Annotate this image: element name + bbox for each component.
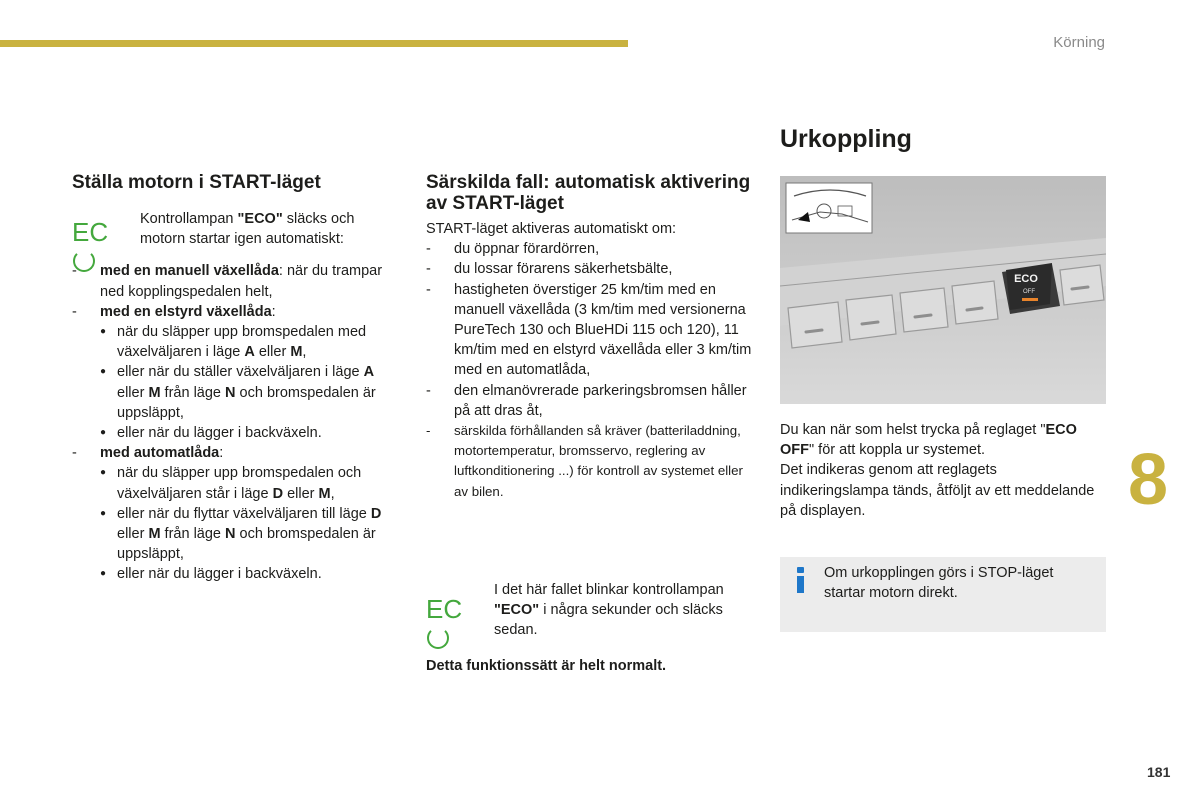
eco-off-button <box>1002 263 1060 314</box>
eco-icon <box>426 594 484 624</box>
normal-note: Detta funktionssätt är helt normalt. <box>426 658 667 675</box>
right-column <box>780 124 1108 154</box>
auto-colon: : <box>219 445 224 462</box>
p1-pre: Du kan när som helst trycka på reglaget " <box>780 422 1046 438</box>
indicator-light <box>1022 298 1038 301</box>
text: M <box>148 526 161 543</box>
right-heading: Urkoppling <box>780 125 912 153</box>
text: , <box>302 344 307 361</box>
eco-icon-text: EC <box>72 217 109 247</box>
blink-text-bold: "ECO" <box>494 602 540 619</box>
list-item: - särskilda förhållanden så kräver (batteriladdning, motortemperatur, bromsservo, reglering av luftkonditionering ...) för kontroll av systemet eller av bilen. <box>426 421 756 502</box>
auto-label: med automatlåda <box>100 445 220 462</box>
manual-text: : när du trampar ned kopplingspedalen helt, <box>100 263 383 300</box>
middle-intro: START-läget aktiveras automatiskt om: <box>426 221 677 237</box>
p1-bold: ECO OFF <box>780 422 1077 459</box>
blink-note <box>426 580 756 641</box>
blink-note-text <box>494 580 744 641</box>
text: och bromspedalen är uppsläppt, <box>117 384 376 421</box>
text: N <box>225 526 236 543</box>
text: från läge <box>160 526 226 543</box>
text: M <box>318 485 331 502</box>
text: eller när du lägger i backväxeln. <box>117 425 322 442</box>
text: eller när du lägger i backväxeln. <box>117 566 322 583</box>
eco-icon <box>72 217 130 247</box>
middle-heading: Särskilda fall: automatisk aktivering av START-läget <box>426 172 751 214</box>
list-item <box>100 362 402 423</box>
dashboard-svg <box>780 176 1106 404</box>
list-item: - den elmanövrerade parkeringsbromsen håller på att dras åt, <box>426 381 756 421</box>
info-icon <box>796 567 805 593</box>
eco-text-pre: Kontrollampan <box>140 211 238 227</box>
blink-text-post: i några sekunder och släcks sedan. <box>494 602 723 639</box>
text: och bromspedalen är uppsläppt, <box>117 526 376 563</box>
list-item <box>100 423 402 443</box>
elstyrd-sublist <box>100 322 402 443</box>
list-item <box>72 261 402 301</box>
page-number: 181 <box>1147 764 1171 780</box>
list-item <box>100 504 402 565</box>
text: eller <box>283 485 319 502</box>
auto-2-d: D <box>370 505 382 522</box>
list-item <box>100 463 402 503</box>
text: A <box>363 364 375 381</box>
blink-text-pre: I det här fallet blinkar kontrollampan <box>494 581 724 598</box>
text: , <box>330 485 335 502</box>
eco-note-text <box>140 209 380 249</box>
text: M <box>290 344 303 361</box>
left-column <box>72 172 402 585</box>
text: eller när du ställer växelväljaren i läge <box>117 364 364 381</box>
list-item: - hastigheten överstiger 25 km/tim med en manuell växellåda (3 km/tim med versionerna PureTech 130 och BlueHDi 115 och 120), 11 km/tim med en elstyrd växellåda eller 3 km/tim med en automatlåda, <box>426 280 756 381</box>
chapter-number: 8 <box>1128 440 1169 520</box>
auto-sublist <box>100 463 402 584</box>
text: eller <box>117 384 149 401</box>
eco-note <box>72 209 402 249</box>
list-item <box>100 564 402 584</box>
list-item: - du lossar förarens säkerhetsbälte, <box>426 259 756 279</box>
text: eller när du flyttar växelväljaren till läge <box>117 505 371 522</box>
list-item <box>72 443 402 584</box>
left-heading: Ställa motorn i START-läget <box>72 172 321 193</box>
eco-button-label: ECO <box>1014 273 1038 285</box>
middle-column <box>426 172 756 677</box>
p1-post: " för att koppla ur systemet. <box>809 442 985 459</box>
right-paragraph-1 <box>780 420 1106 460</box>
text: när du släpper upp bromspedalen och växelväljaren står i läge <box>117 465 362 502</box>
eco-off-button-illustration <box>780 176 1106 404</box>
list-item <box>72 302 402 443</box>
eco-icon-o <box>427 627 449 649</box>
text: eller <box>117 526 149 543</box>
info-text: Om urkopplingen görs i STOP-läget startar motorn direkt. <box>824 565 1054 602</box>
text: D <box>272 485 284 502</box>
info-box <box>780 557 1106 632</box>
eco-icon-text: EC <box>426 593 463 624</box>
text: N <box>225 384 236 401</box>
right-body <box>780 420 1106 521</box>
off-button-label: OFF <box>1023 289 1035 295</box>
text: när du släpper upp bromspedalen med växelväljaren i läge <box>117 324 367 361</box>
auto-activation-list <box>426 239 756 502</box>
list-item <box>100 322 402 362</box>
elstyrd-label: med en elstyrd växellåda <box>100 303 272 320</box>
chapter-color-bar <box>0 40 628 47</box>
text: A <box>244 344 255 361</box>
text: från läge <box>160 384 226 401</box>
text: M <box>148 384 161 401</box>
car-interior-inset <box>786 183 872 233</box>
list-item: - du öppnar förardörren, <box>426 239 756 259</box>
manual-label: med en manuell växellåda <box>100 263 279 280</box>
section-title: Körning <box>1053 34 1105 51</box>
elstyrd-colon: : <box>271 303 276 320</box>
eco-text-bold: "ECO" <box>237 211 283 227</box>
right-paragraph-2: Det indikeras genom att reglagets indikeringslampa tänds, åtföljt av ett meddelande på displayen. <box>780 462 1095 519</box>
text: eller <box>254 344 291 361</box>
eco-text-post: släcks och motorn startar igen automatiskt: <box>140 211 355 248</box>
start-conditions-list <box>72 261 402 584</box>
